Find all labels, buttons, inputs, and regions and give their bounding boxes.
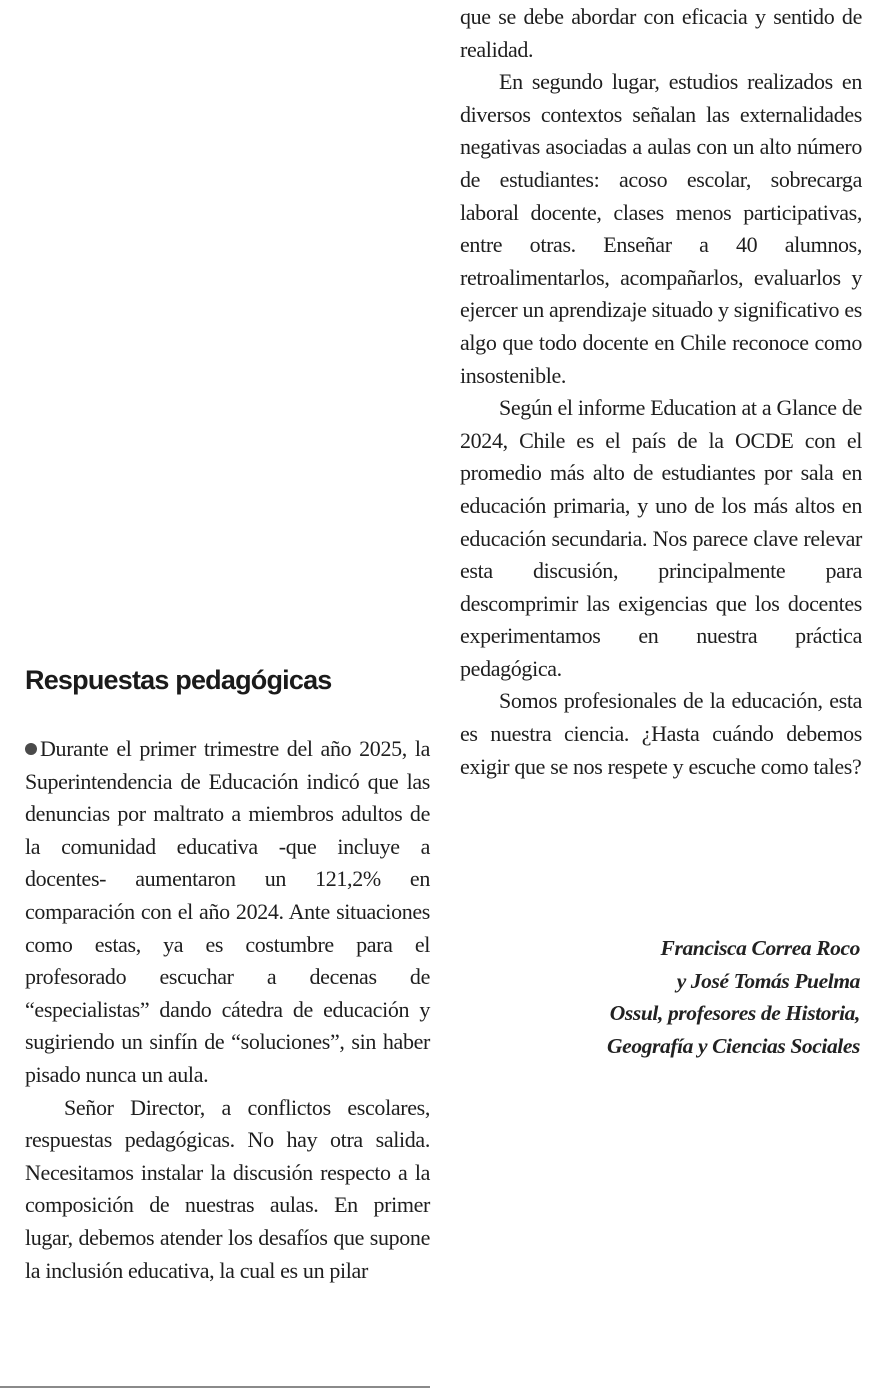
left-column bbox=[25, 733, 430, 1287]
paragraph-director: Señor Director, a conflictos escolares, respuestas pedagógicas. No hay otra salida. Necesitamos instalar la discusión respecto a la composición de nuestras aulas. En primer lugar, debemos atender los desafíos que supone la inclusión educativa, la cual es un pilar bbox=[25, 1094, 430, 1283]
signature-line: Ossul, profesores de Historia, bbox=[609, 1001, 860, 1026]
paragraph-continuation: que se debe abordar con eficacia y sentido de realidad. bbox=[460, 4, 862, 62]
right-column bbox=[460, 1, 862, 783]
paragraph-closing: Somos profesionales de la educación, esta es nuestra ciencia. ¿Hasta cuándo debemos exigir que se nos respete y escuche como tales? bbox=[460, 688, 862, 779]
paragraph-second-point: En segundo lugar, estudios realizados en diversos contextos señalan las externalidades negativas asociadas a aulas con un alto número de estudiantes: acoso escolar, sobrecarga laboral docente, clases menos participativas, entre otras. Enseñar a 40 alumnos, retroalimentarlos, acompañarlos, evaluarlos y ejercer un aprendizaje situado y significativo es algo que todo docente en Chile reconoce como insostenible. bbox=[460, 69, 862, 388]
paragraph-ocde-report: Según el informe Education at a Glance de 2024, Chile es el país de la OCDE con el promedio más alto de estudiantes por sala en educación primaria, y uno de los más altos en educación secundaria. Nos parece clave relevar esta discusión, principalmente para descomprimir las exigencias que los docentes experimentamos en nuestra práctica pedagógica. bbox=[460, 395, 862, 681]
bullet-icon bbox=[25, 743, 37, 755]
bottom-divider bbox=[0, 1386, 430, 1388]
signature-line: y José Tomás Puelma bbox=[676, 968, 860, 993]
paragraph-intro-text: Durante el primer trimestre del año 2025, la Superintendencia de Educación indicó que las denuncias por maltrato a miembros adultos de la comunidad educativa -que incluye a docentes- aumentaron un 121,2% en comparación con el año 2024. Ante situaciones como estas, ya es costumbre para el profesorado escuchar a decenas de “especialistas” dando cátedra de educación y sugiriendo un sinfín de “soluciones”, sin haber pisado nunca un aula. bbox=[25, 736, 430, 1087]
signature-line: Francisca Correa Roco bbox=[660, 936, 860, 960]
article-headline: Respuestas pedagógicas bbox=[25, 665, 332, 695]
author-signature bbox=[480, 932, 860, 1062]
signature-line: Geografía y Ciencias Sociales bbox=[607, 1033, 860, 1058]
paragraph-intro bbox=[25, 733, 430, 1092]
